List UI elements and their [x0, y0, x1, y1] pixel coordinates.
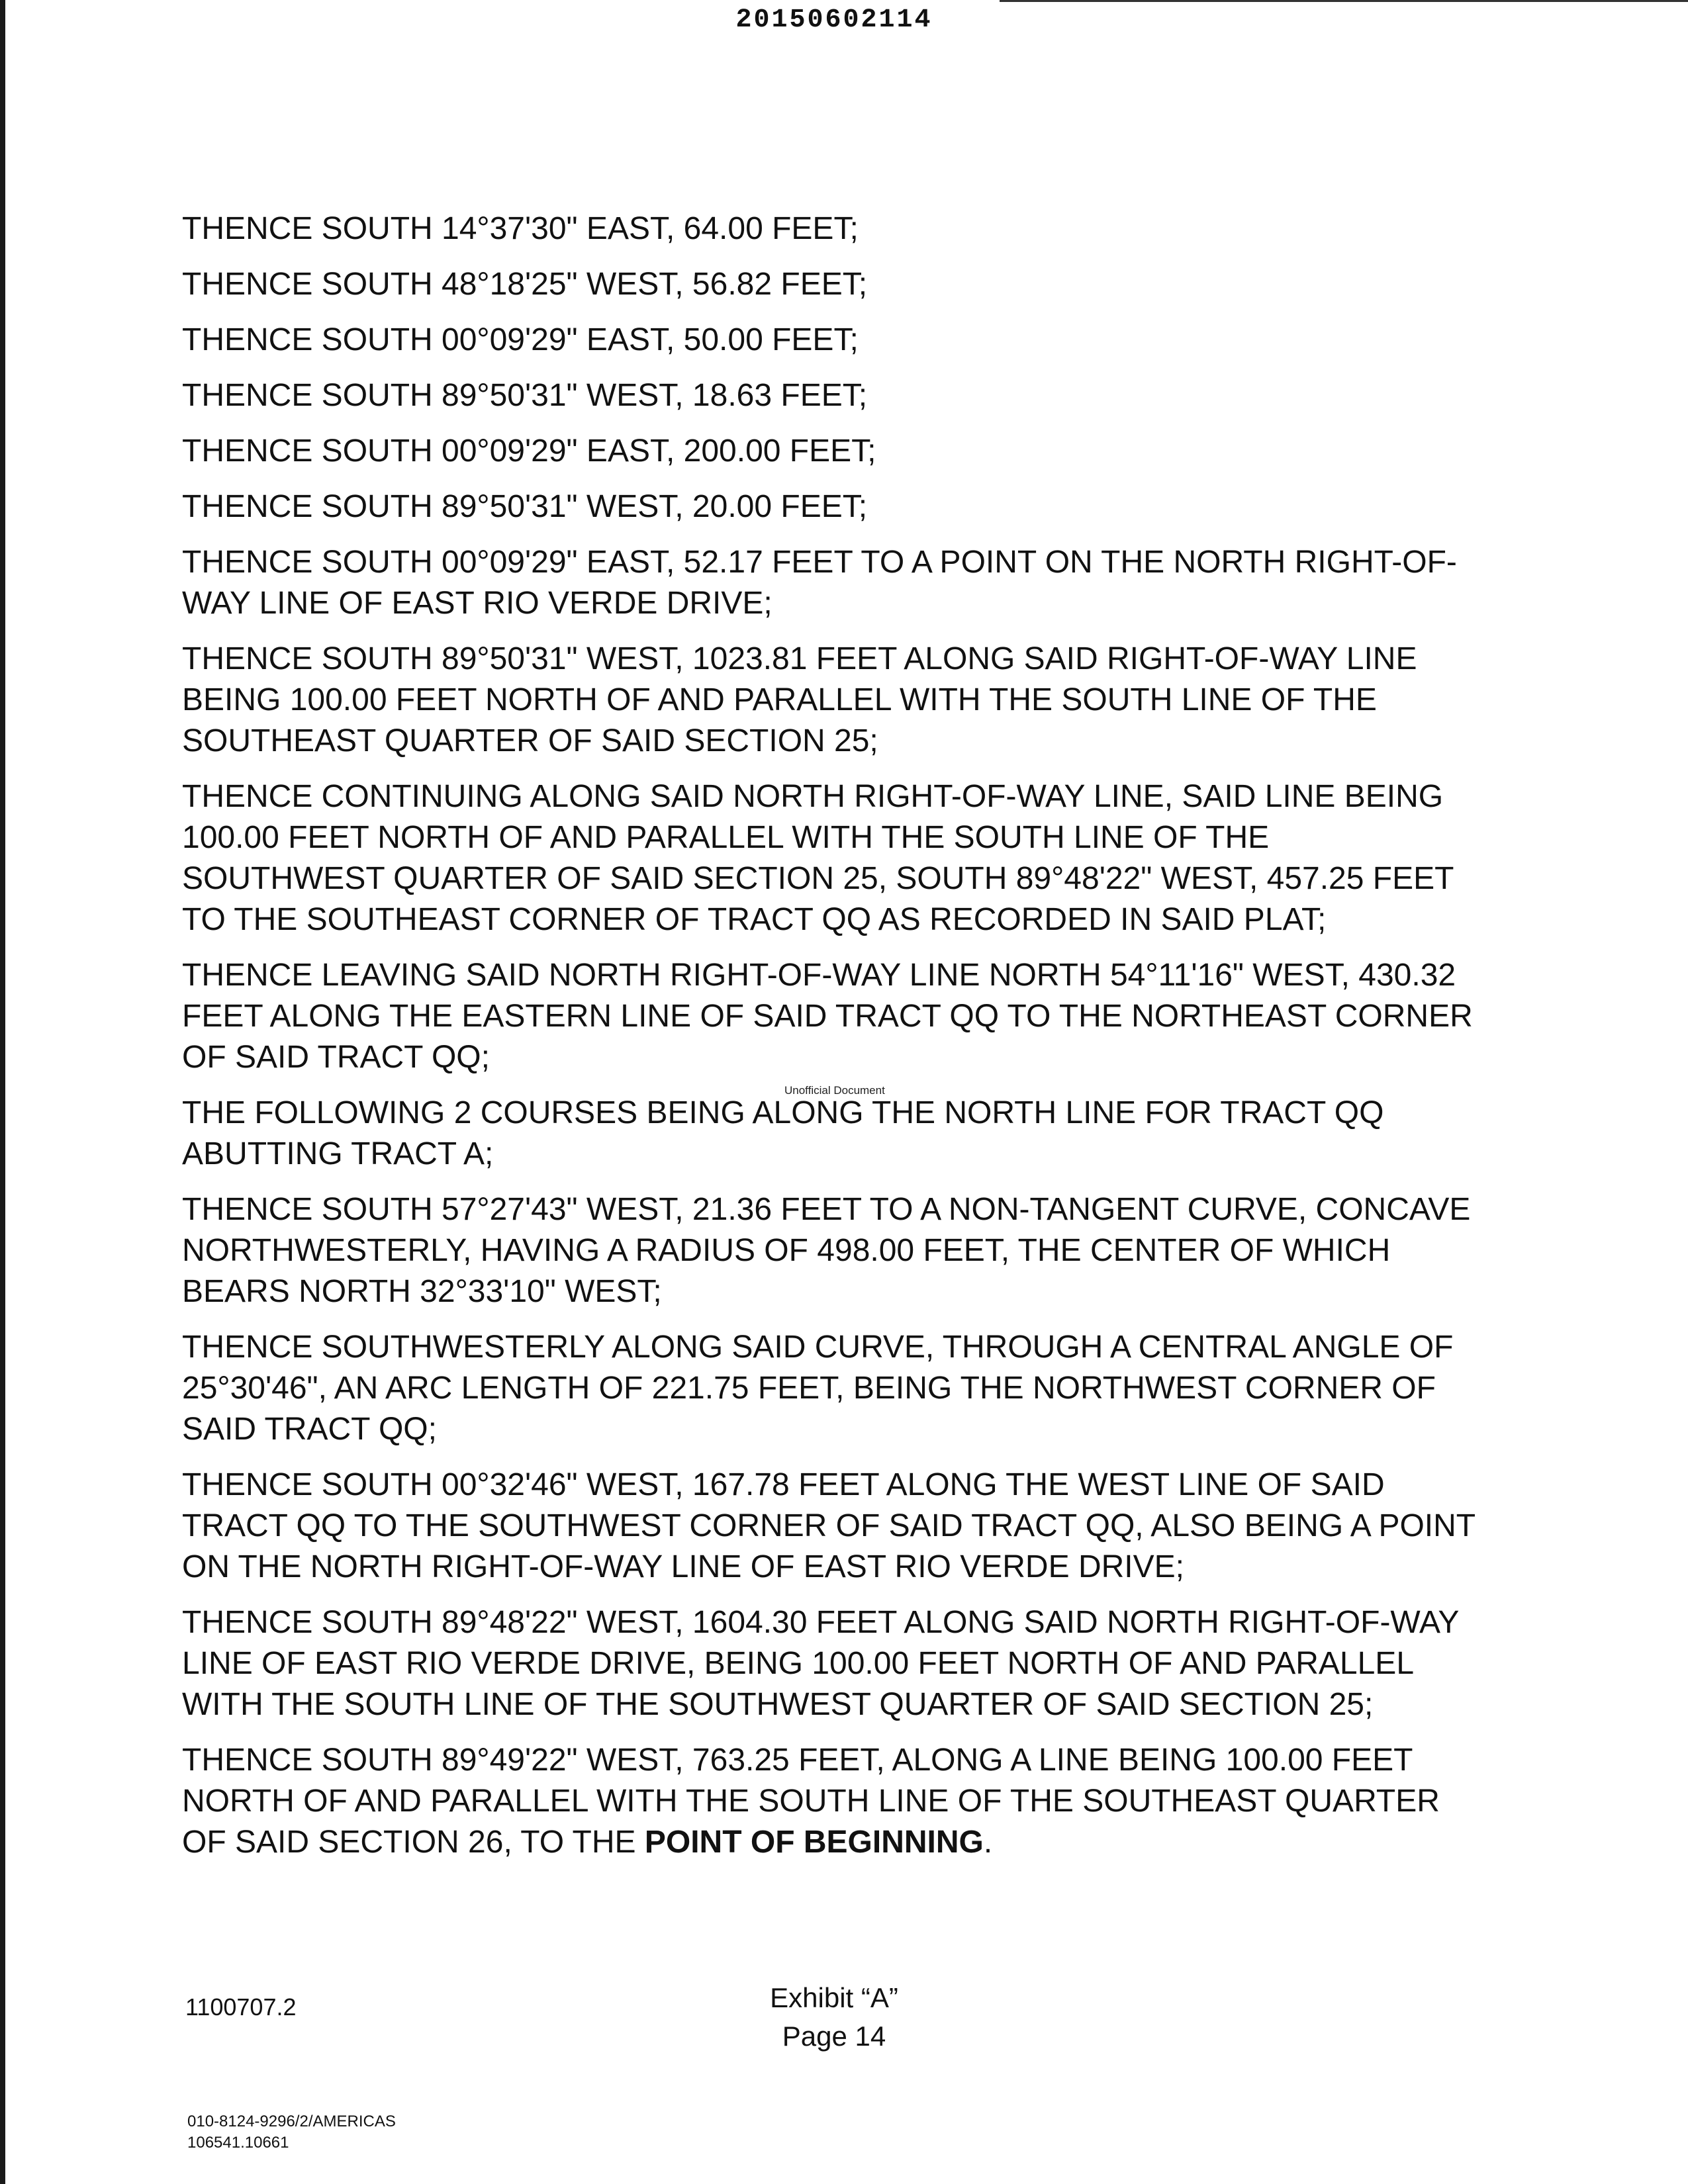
course-paragraph: THENCE SOUTH 00°32'46" WEST, 167.78 FEET ALONG THE WEST LINE OF SAID TRACT QQ TO THE SOUTHWEST CORNER OF SAID TRACT QQ, ALSO BEING A POINT ON THE NORTH RIGHT-OF-WAY LINE OF EAST RIO VERDE DRIVE;	[182, 1467, 1476, 1584]
final-course-text: THENCE SOUTH 89°49'22" WEST, 763.25 FEET, ALONG A LINE BEING 100.00 FEET NORTH OF AND PARALLEL WITH THE SOUTH LINE OF THE SOUTHEAST QUARTER OF SAID SECTION 26, TO THE	[182, 1743, 1440, 1860]
course-paragraph: THENCE SOUTH 00°09'29" EAST, 200.00 FEET;	[182, 433, 876, 469]
point-of-beginning: POINT OF BEGINNING	[644, 1825, 984, 1860]
course-paragraph: THENCE SOUTH 00°09'29" EAST, 50.00 FEET;	[182, 322, 859, 357]
watermark-text: Unofficial Document	[784, 1084, 885, 1097]
course-paragraph: THENCE SOUTH 00°09'29" EAST, 52.17 FEET TO A POINT ON THE NORTH RIGHT-OF-WAY LINE OF EAST RIO VERDE DRIVE;	[182, 545, 1457, 621]
course-paragraph: THENCE SOUTH 48°18'25" WEST, 56.82 FEET;	[182, 267, 868, 302]
exhibit-label: Exhibit “A”	[770, 1982, 898, 2013]
course-paragraph: THENCE SOUTHWESTERLY ALONG SAID CURVE, THROUGH A CENTRAL ANGLE OF 25°30'46", AN ARC LENGTH OF 221.75 FEET, BEING THE NORTHWEST CORNER OF SAID TRACT QQ;	[182, 1330, 1454, 1447]
final-course-paragraph	[182, 1740, 1479, 1863]
page-label: Page 14	[782, 2021, 886, 2052]
scan-top-line	[1000, 0, 1688, 2]
exhibit-block	[702, 1979, 966, 2056]
course-paragraph: THENCE SOUTH 57°27'43" WEST, 21.36 FEET TO A NON-TANGENT CURVE, CONCAVE NORTHWESTERLY, HAVING A RADIUS OF 498.00 FEET, THE CENTER OF WHICH BEARS NORTH 32°33'10" WEST;	[182, 1192, 1471, 1309]
legal-description	[182, 208, 1479, 1878]
course-paragraph: THENCE SOUTH 89°50'31" WEST, 20.00 FEET;	[182, 489, 868, 524]
footer-code	[187, 2111, 396, 2154]
reference-number: 1100707.2	[185, 1993, 297, 2021]
course-paragraph: THENCE SOUTH 14°37'30" EAST, 64.00 FEET;	[182, 211, 859, 246]
footer-code-line-1: 010-8124-9296/2/AMERICAS	[187, 2113, 396, 2130]
course-paragraph: THENCE LEAVING SAID NORTH RIGHT-OF-WAY LINE NORTH 54°11'16" WEST, 430.32 FEET ALONG THE EASTERN LINE OF SAID TRACT QQ TO THE NORTHEAST CORNER OF SAID TRACT QQ;	[182, 958, 1473, 1075]
course-paragraph: THENCE SOUTH 89°48'22" WEST, 1604.30 FEET ALONG SAID NORTH RIGHT-OF-WAY LINE OF EAST RIO VERDE DRIVE, BEING 100.00 FEET NORTH OF AND PARALLEL WITH THE SOUTH LINE OF THE SOUTHWEST QUARTER OF SAID SECTION 25;	[182, 1605, 1459, 1722]
course-paragraph: THENCE CONTINUING ALONG SAID NORTH RIGHT-OF-WAY LINE, SAID LINE BEING 100.00 FEET NORTH OF AND PARALLEL WITH THE SOUTH LINE OF THE SOUTHWEST QUARTER OF SAID SECTION 25, SOUTH 89°48'22" WEST, 457.25 FEET TO THE SOUTHEAST CORNER OF TRACT QQ AS RECORDED IN SAID PLAT;	[182, 779, 1454, 937]
course-paragraph: THE FOLLOWING 2 COURSES BEING ALONG THE NORTH LINE FOR TRACT QQ ABUTTING TRACT A;	[182, 1095, 1384, 1171]
course-paragraph: THENCE SOUTH 89°50'31" WEST, 1023.81 FEET ALONG SAID RIGHT-OF-WAY LINE BEING 100.00 FEET NORTH OF AND PARALLEL WITH THE SOUTH LINE OF THE SOUTHEAST QUARTER OF SAID SECTION 25;	[182, 641, 1417, 758]
document-number: 20150602114	[735, 5, 933, 35]
scan-edge	[0, 0, 5, 2184]
footer-code-line-2: 106541.10661	[187, 2134, 289, 2152]
course-paragraph: THENCE SOUTH 89°50'31" WEST, 18.63 FEET;	[182, 378, 868, 413]
final-course-end: .	[983, 1825, 993, 1860]
